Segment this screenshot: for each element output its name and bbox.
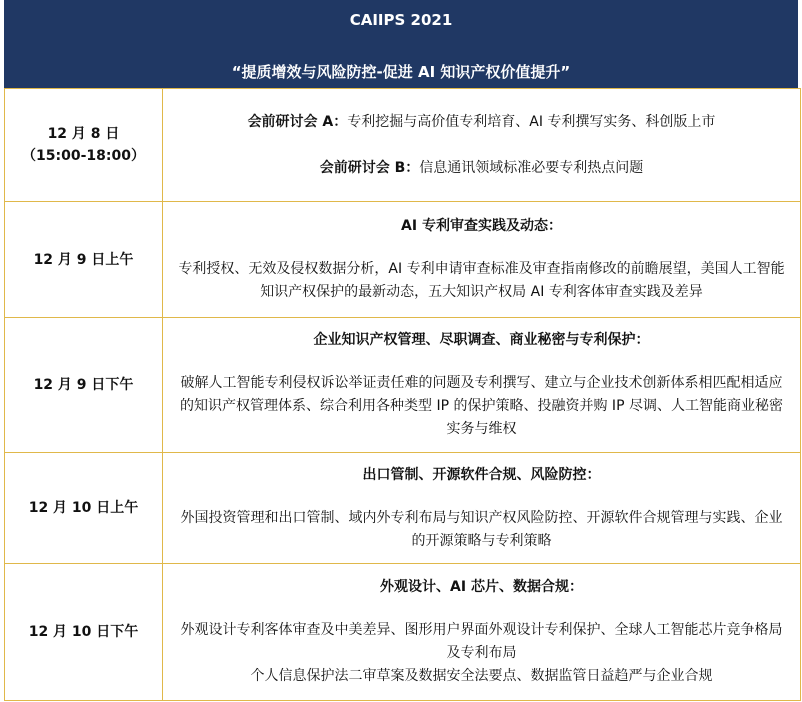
session-body-extra: 个人信息保护法二审草案及数据安全法要点、数据监管日益趋严与企业合规	[250, 668, 713, 684]
session-body: 外观设计专利客体审查及中美差异、图形用户界面外观设计专利保护、全球人工智能芯片竞争格局及专利布局	[180, 622, 783, 661]
session-date	[5, 318, 163, 453]
session-content	[163, 564, 801, 701]
workshop-b-text: 信息通讯领域标准必要专利热点问题	[419, 159, 644, 176]
session-date-day: 12 月 9 日上午	[33, 251, 134, 268]
workshop-a-label: 会前研讨会 A：	[247, 113, 348, 130]
table-row	[5, 89, 801, 202]
table-row	[5, 453, 801, 564]
session-date-day: 12 月 9 日下午	[33, 377, 134, 393]
session-date	[5, 564, 163, 701]
workshop-a	[175, 111, 788, 134]
session-date-day: 12 月 8 日	[47, 126, 120, 142]
session-title: 外观设计、AI 芯片、数据合规：	[380, 579, 583, 595]
workshop-b-label: 会前研讨会 B：	[319, 159, 420, 176]
table-row	[5, 202, 801, 318]
schedule-table	[4, 88, 801, 701]
session-body: 专利授权、无效及侵权数据分析，AI 专利申请审查标准及审查指南修改的前瞻展望，美国人工智能知识产权保护的最新动态，五大知识产权局 AI 专利客体审查实践及差异	[178, 261, 785, 300]
session-body: 破解人工智能专利侵权诉讼举证责任难的问题及专利撰写、建立与企业技术创新体系相匹配相适应的知识产权管理体系、综合利用各种类型 IP 的保护策略、投融资并购 IP 尽调、人工智能商业秘密实务与维权	[180, 375, 783, 437]
session-body: 外国投资管理和出口管制、域内外专利布局与知识产权风险防控、开源软件合规管理与实践、企业的开源策略与专利策略	[180, 509, 783, 549]
session-date	[5, 89, 163, 202]
session-date-day: 12 月 10 日上午	[28, 500, 139, 516]
session-date	[5, 202, 163, 318]
session-content	[163, 318, 801, 453]
schedule-document	[4, 0, 798, 702]
session-title: 出口管制、开源软件合规、风险防控：	[362, 466, 601, 483]
session-content	[163, 202, 801, 318]
table-row	[5, 318, 801, 453]
table-row	[5, 564, 801, 701]
workshop-a-text: 专利挖掘与高价值专利培育、AI 专利撰写实务、科创版上市	[347, 113, 716, 130]
session-content	[163, 453, 801, 564]
session-date-time: （15:00-18:00）	[22, 148, 145, 164]
session-date	[5, 453, 163, 564]
conference-theme: “提质增效与风险防控-促进 AI 知识产权价值提升”	[231, 63, 571, 81]
session-content	[163, 89, 801, 202]
session-date-day: 12 月 10 日下午	[28, 624, 139, 640]
workshop-b	[175, 157, 788, 180]
session-title: AI 专利审查实践及动态：	[401, 218, 562, 234]
session-title: 企业知识产权管理、尽职调查、商业秘密与专利保护：	[313, 332, 650, 348]
conference-title: CAIIPS 2021	[349, 11, 453, 29]
schedule-header	[4, 0, 798, 88]
